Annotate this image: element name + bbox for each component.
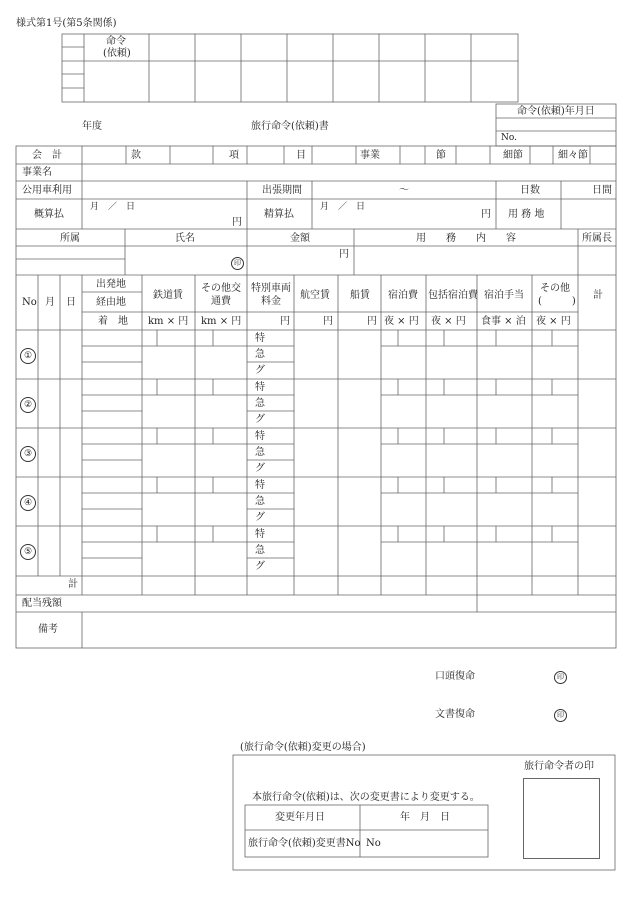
approval-label-2: (依頼) (103, 48, 131, 59)
col-no: No (22, 297, 37, 308)
order-date-label: 命令(依頼)年月日 (517, 106, 595, 117)
row-5-number: ⑤ (20, 544, 36, 560)
approval-grid (62, 34, 518, 102)
ship-unit: 円 (367, 316, 377, 327)
row-4-type-exp: 急 (255, 496, 265, 507)
orderer-stamp-box (523, 778, 600, 859)
ltd-unit: 円 (280, 316, 290, 327)
row-lines (16, 330, 616, 576)
row-2-type-green: グ (255, 414, 265, 425)
row-3-type-green: グ (255, 463, 265, 474)
air-unit: 円 (323, 316, 333, 327)
col-ltd-l1: 特別車両 (251, 283, 291, 294)
col-air: 航空賃 (300, 290, 330, 301)
col-day: 日 (66, 297, 76, 308)
gaisan-yen: 円 (232, 217, 242, 228)
row-5-type-green: グ (255, 561, 265, 572)
row-1-type-green: グ (255, 365, 265, 376)
seal-icon: 印 (231, 257, 244, 270)
sum-label: 計 (68, 579, 78, 590)
kingaku-label: 金額 (290, 233, 310, 244)
seisan-label: 精算払 (264, 209, 294, 220)
row-2-type-exp: 急 (255, 398, 265, 409)
col-other-l1: その他交 (201, 283, 241, 294)
row-1-type-ltd: 特 (255, 333, 265, 344)
kou-label: 項 (229, 150, 239, 161)
row-4-type-ltd: 特 (255, 480, 265, 491)
days-unit: 日間 (592, 185, 612, 196)
seisan-yen: 円 (481, 209, 491, 220)
col-stay-allowance: 宿泊手当 (484, 290, 524, 301)
row-5-type-exp: 急 (255, 545, 265, 556)
moku-label: 目 (296, 150, 306, 161)
shozoku-label: 所属 (60, 233, 80, 244)
period-tilde: 〜 (399, 185, 409, 196)
seisan-date-label: 月 ／ 日 (320, 202, 366, 212)
col-misc-paren: ( ) (538, 296, 576, 307)
row-4-type-green: グ (255, 512, 265, 523)
fiscal-year-label: 年度 (82, 121, 102, 132)
change-heading: (旅行命令(依頼)変更の場合) (240, 742, 366, 753)
kan-label: 款 (131, 150, 141, 161)
col-ship: 船賃 (350, 290, 370, 301)
col-rail: 鉄道賃 (153, 290, 183, 301)
approval-label-1: 命令 (106, 36, 126, 47)
row-3-type-ltd: 特 (255, 431, 265, 442)
col-other-l2: 通費 (211, 296, 231, 307)
row-2-type-ltd: 特 (255, 382, 265, 393)
official-car-label: 公用車利用 (22, 185, 72, 196)
youmu-label: 用 務 内 容 (416, 233, 516, 244)
kinmuchi-label: 用 務 地 (508, 209, 545, 220)
col-arrival: 着 地 (98, 316, 128, 327)
change-date-value: 年 月 日 (400, 812, 450, 823)
allow-unit: 食事 × 泊 (481, 316, 526, 327)
col-month: 月 (45, 297, 55, 308)
change-date-label: 変更年月日 (275, 812, 325, 823)
shozokuchou-label: 所属長 (582, 233, 612, 244)
col-ltd-l2: 料金 (261, 296, 281, 307)
change-doc-value: No (366, 838, 381, 849)
col-via: 経由地 (96, 297, 126, 308)
other-unit: km × 円 (201, 316, 242, 327)
amount-yen: 円 (339, 249, 349, 260)
row-3-type-exp: 急 (255, 447, 265, 458)
misc-unit: 夜 × 円 (536, 316, 571, 327)
shimei-label: 氏名 (175, 233, 195, 244)
setsu-label: 節 (436, 150, 446, 161)
col-total: 計 (593, 290, 603, 301)
row-3-number: ③ (20, 446, 36, 462)
form-title: 旅行命令(依頼)書 (251, 121, 329, 132)
period-label: 出張期間 (262, 185, 302, 196)
saisaisetsu-label: 細々節 (558, 150, 588, 161)
row-2-number: ② (20, 397, 36, 413)
stay-unit: 夜 × 円 (384, 316, 419, 327)
form-number: 様式第1号(第5条関係) (16, 18, 117, 29)
rail-unit: km × 円 (148, 316, 189, 327)
saisetsu-label: 細節 (503, 150, 523, 161)
row-1-number: ① (20, 348, 36, 364)
gaisan-date-label: 月 ／ 日 (90, 202, 136, 212)
oral-report-label: 口頭復命 (435, 671, 475, 682)
change-doc-label: 旅行命令(依頼)変更書No (248, 838, 361, 849)
col-package-stay: 包括宿泊費 (428, 290, 478, 301)
row-1-type-exp: 急 (255, 349, 265, 360)
gaisan-label: 概算払 (34, 209, 64, 220)
remaining-budget-label: 配当残額 (22, 598, 62, 609)
oral-report-seal-icon: 印 (554, 671, 567, 684)
kaikei-label: 会 計 (32, 150, 62, 161)
jigyomei-label: 事業名 (22, 167, 52, 178)
pkg-unit: 夜 × 円 (431, 316, 466, 327)
col-misc: その他 (540, 283, 570, 294)
orderer-stamp-label: 旅行命令者の印 (524, 761, 594, 772)
remarks-label: 備考 (38, 624, 58, 635)
col-stay: 宿泊費 (388, 290, 418, 301)
change-statement: 本旅行命令(依頼)は、次の変更書により変更する。 (252, 792, 480, 803)
row-5-type-ltd: 特 (255, 529, 265, 540)
doc-report-label: 文書復命 (435, 709, 475, 720)
order-number-label: No. (501, 133, 517, 143)
row-4-number: ④ (20, 495, 36, 511)
doc-report-seal-icon: 印 (554, 709, 567, 722)
jigyo-label: 事業 (360, 150, 380, 161)
col-departure: 出発地 (96, 279, 126, 290)
days-label: 日数 (520, 185, 540, 196)
